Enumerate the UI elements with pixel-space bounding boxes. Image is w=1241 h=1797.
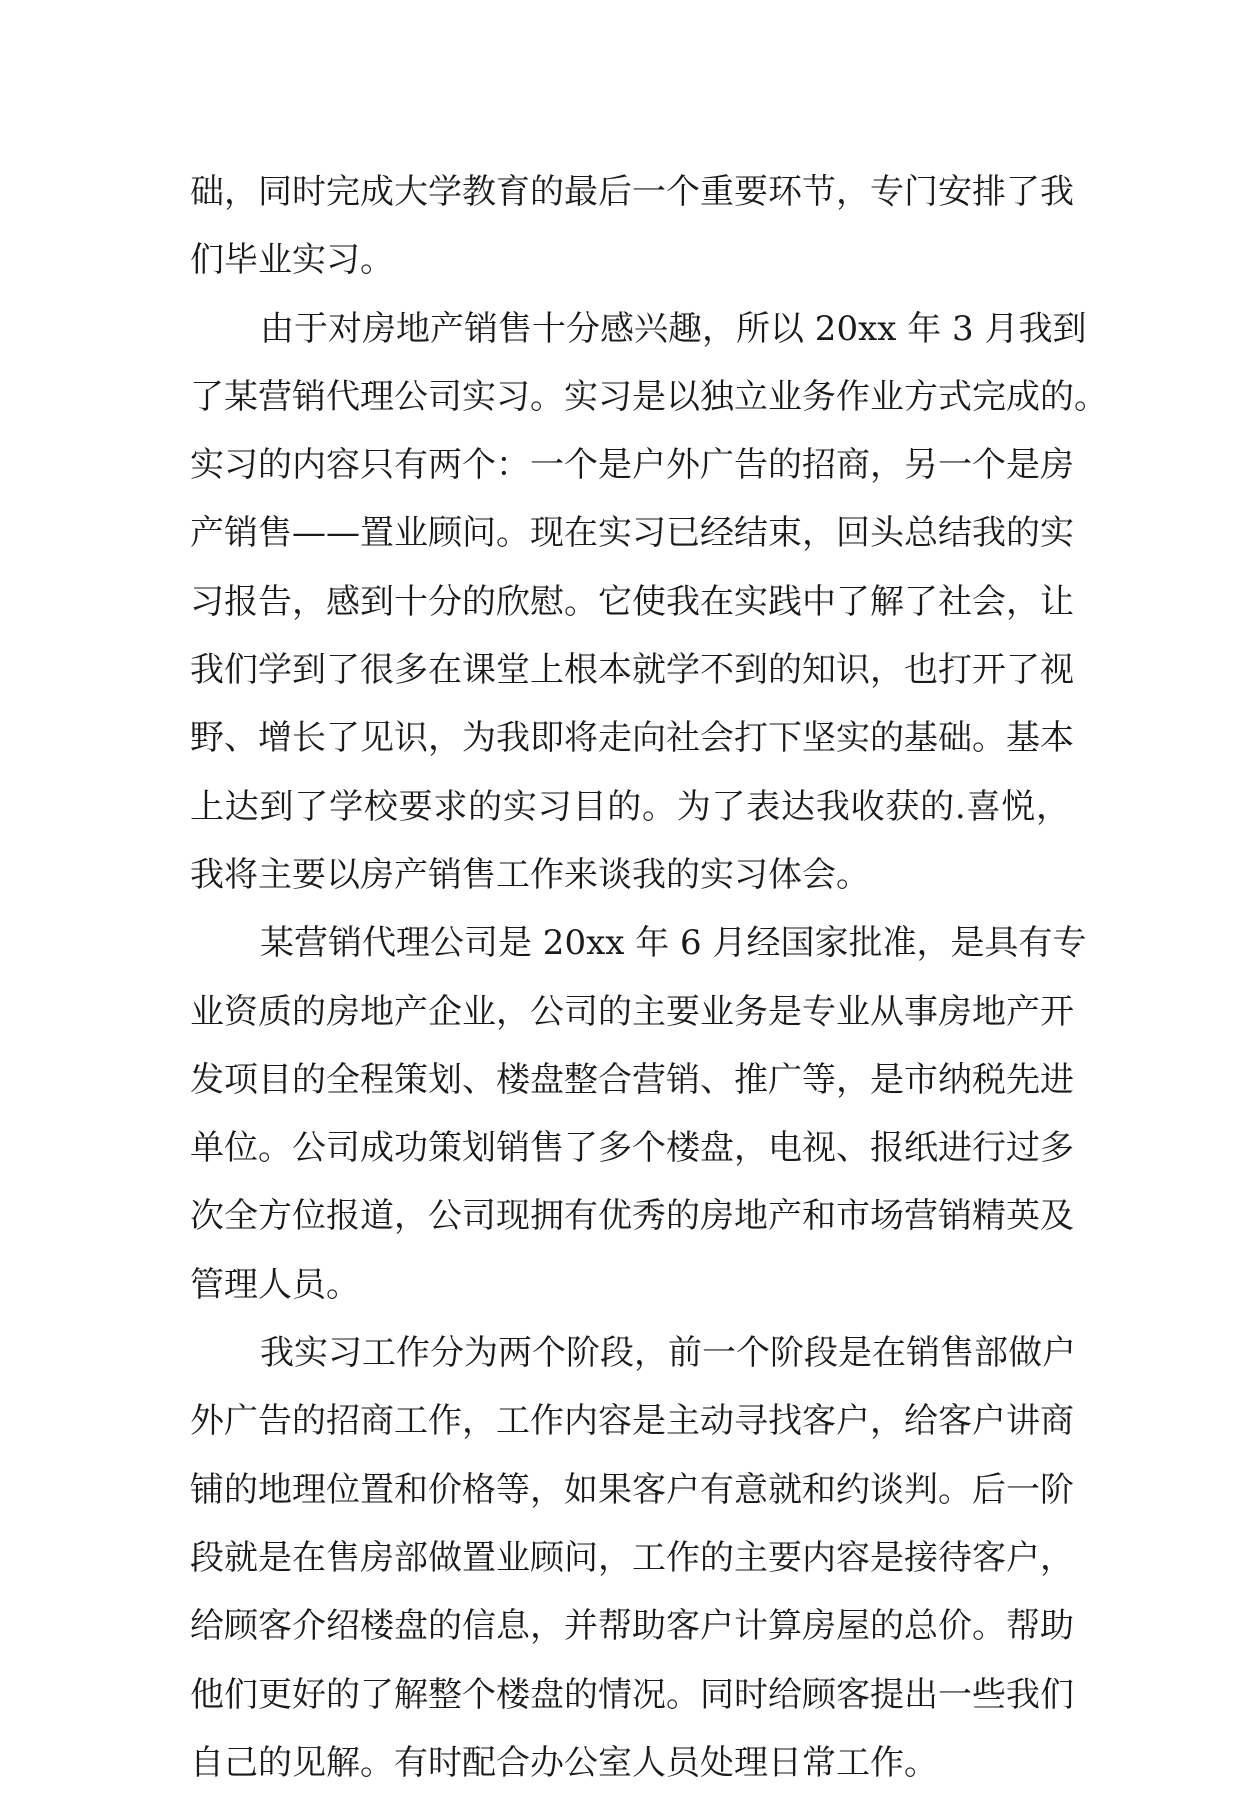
text-line: 我们学到了很多在课堂上根本就学不到的知识，也打开了视 — [190, 650, 1074, 691]
text-line: 单位。公司成功策划销售了多个楼盘，电视、报纸进行过多 — [190, 1128, 1074, 1169]
text-line: 次全方位报道，公司现拥有优秀的房地产和市场营销精英及 — [190, 1196, 1074, 1237]
text-line: 他们更好的了解整个楼盘的情况。同时给顾客提出一些我们 — [190, 1674, 1074, 1715]
text-line: 上达到了学校要求的实习目的。为了表达我收获的.喜悦， — [190, 786, 1070, 827]
text-line: 管理人员。 — [190, 1264, 360, 1305]
text-line: 由于对房地产销售十分感兴趣，所以 20xx 年 3 月我到 — [260, 308, 1087, 349]
text-line: 我将主要以房产销售工作来谈我的实习体会。 — [190, 854, 870, 895]
text-line: 习报告，感到十分的欣慰。它使我在实践中了解了社会，让 — [190, 581, 1074, 622]
text-line: 们毕业实习。 — [190, 240, 394, 281]
text-line: 外广告的招商工作，工作内容是主动寻找客户，给客户讲商 — [190, 1401, 1074, 1442]
text-line: 野、增长了见识，为我即将走向社会打下坚实的基础。基本 — [190, 718, 1074, 759]
text-line: 础，同时完成大学教育的最后一个重要环节，专门安排了我 — [190, 172, 1074, 212]
text-line: 给顾客介绍楼盘的信息，并帮助客户计算房屋的总价。帮助 — [190, 1606, 1074, 1647]
text-line: 发项目的全程策划、楼盘整合营销、推广等，是市纳税先进 — [190, 1059, 1074, 1100]
text-line: 铺的地理位置和价格等，如果客户有意就和约谈判。后一阶 — [190, 1469, 1074, 1510]
text-line: 业资质的房地产企业，公司的主要业务是专业从事房地产开 — [190, 991, 1074, 1032]
text-line: 产销售——置业顾问。现在实习已经结束，回头总结我的实 — [190, 513, 1074, 554]
text-line: 段就是在售房部做置业顾问，工作的主要内容是接待客户， — [190, 1537, 1074, 1578]
text-line: 实习的内容只有两个：一个是户外广告的招商，另一个是房 — [190, 445, 1074, 486]
body-text — [190, 158, 1108, 1797]
text-line: 自己的见解。有时配合办公室人员处理日常工作。 — [190, 1742, 938, 1783]
text-line: 我实习工作分为两个阶段，前一个阶段是在销售部做户 — [260, 1333, 1076, 1374]
text-line: 某营销代理公司是 20xx 年 6 月经国家批准，是具有专 — [260, 923, 1087, 964]
text-line: 了某营销代理公司实习。实习是以独立业务作业方式完成的。 — [190, 376, 1108, 417]
